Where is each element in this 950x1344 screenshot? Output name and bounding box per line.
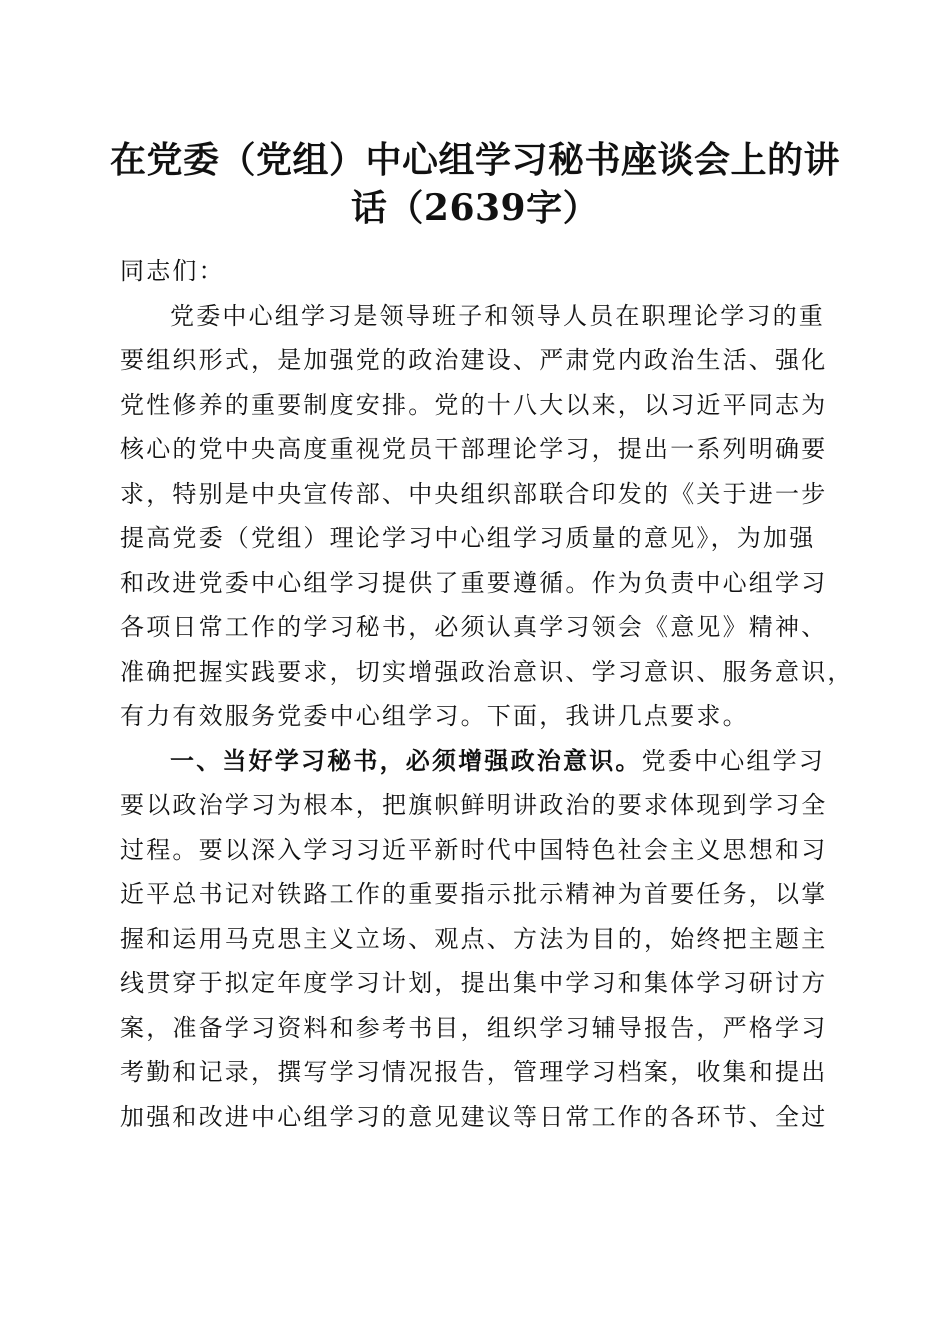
paragraph-line: 要组织形式，是加强党的政治建设、严肃党内政治生活、强化	[120, 346, 828, 374]
section-1-first-line-text: 党委中心组学习	[641, 746, 826, 775]
paragraph-line: 各项日常工作的学习秘书，必须认真学习领会《意见》精神、	[120, 613, 828, 641]
paragraph-line: 党性修养的重要制度安排。党的十八大以来，以习近平同志为	[120, 390, 828, 419]
section-1	[120, 739, 830, 1140]
paragraph-line: 求，特别是中央宣传部、中央组织部联合印发的《关于进一步	[120, 479, 828, 508]
paragraph-line: 提高党委（党组）理论学习中心组学习质量的意见》，为加强	[120, 524, 816, 552]
paragraph-line: 党委中心组学习是领导班子和领导人员在职理论学习的重	[170, 301, 825, 330]
paragraph-line: 案，准备学习资料和参考书目，组织学习辅导报告，严格学习	[120, 1013, 828, 1042]
paragraph-line: 和改进党委中心组学习提供了重要遵循。作为负责中心组学习	[120, 568, 828, 597]
paragraph-line: 要以政治学习为根本，把旗帜鲜明讲政治的要求体现到学习全	[120, 791, 828, 819]
salutation: 同志们：	[120, 257, 225, 285]
paragraph-line: 准确把握实践要求，切实增强政治意识、学习意识、服务意识，	[120, 657, 854, 686]
section-1-heading: 一、当好学习秘书，必须增强政治意识。	[170, 746, 642, 775]
title-line-2: 话（2639字）	[350, 187, 600, 229]
title-line-1: 在党委（党组）中心组学习秘书座谈会上的讲	[110, 139, 841, 181]
section-1-first-line	[120, 739, 830, 784]
paragraph-line: 有力有效服务党委中心组学习。下面，我讲几点要求。	[120, 702, 749, 730]
paragraph-line: 核心的党中央高度重视党员干部理论学习，提出一系列明确要	[120, 435, 828, 463]
paragraph-line: 近平总书记对铁路工作的重要指示批示精神为首要任务，以掌	[120, 880, 828, 908]
paragraph-line: 握和运用马克思主义立场、观点、方法为目的，始终把主题主	[120, 924, 828, 953]
paragraph-line: 考勤和记录，撰写学习情况报告，管理学习档案，收集和提出	[120, 1058, 828, 1086]
paragraph-line: 线贯穿于拟定年度学习计划，提出集中学习和集体学习研讨方	[120, 969, 828, 997]
paragraph-line: 过程。要以深入学习习近平新时代中国特色社会主义思想和习	[120, 835, 828, 864]
document-body	[120, 249, 854, 1139]
document-title	[110, 136, 840, 232]
paragraph-intro	[120, 294, 854, 739]
paragraph-line: 加强和改进中心组学习的意见建议等日常工作的各环节、全过	[120, 1102, 828, 1131]
